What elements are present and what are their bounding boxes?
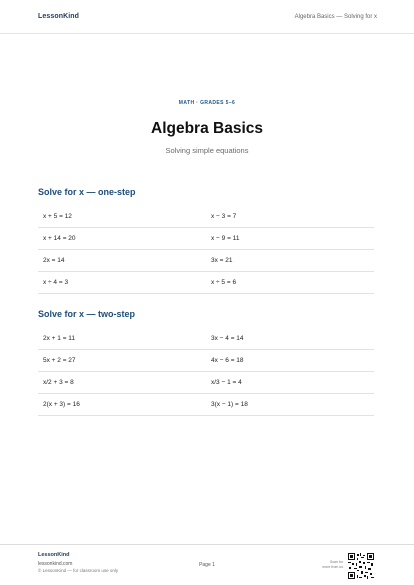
problem-item: x/2 + 3 = 8 — [38, 372, 206, 394]
problem-item: x ÷ 5 = 6 — [206, 272, 374, 294]
problem-item: x + 14 = 20 — [38, 228, 206, 250]
subject-kicker: MATH · GRADES 5–6 — [178, 100, 236, 106]
problem-item: 2x = 14 — [38, 250, 206, 272]
problem-item: 2x + 1 = 11 — [38, 328, 206, 350]
section-one-step — [38, 183, 374, 294]
problem-item: 3(x − 1) = 18 — [206, 394, 374, 416]
problem-grid — [38, 206, 374, 294]
page-title: Algebra Basics — [151, 120, 263, 137]
section-title: Solve for x — one-step — [38, 187, 136, 197]
page-footer — [0, 544, 414, 585]
problem-item: x ÷ 4 = 3 — [38, 272, 206, 294]
footer-brand: LessonKind — [38, 552, 70, 558]
qr-caption-line: more from us — [322, 564, 343, 569]
brand-logo-text[interactable]: LessonKind — [38, 13, 80, 20]
header-doc-label: Algebra Basics — Solving for x — [294, 13, 377, 20]
problem-grid — [38, 328, 374, 416]
qr-caption — [307, 560, 343, 569]
footer-copyright: © LessonKind — for classroom use only — [38, 568, 119, 573]
section-two-step — [38, 305, 374, 416]
section-title: Solve for x — two-step — [38, 309, 136, 319]
problem-item: 3x − 4 = 14 — [206, 328, 374, 350]
page-header — [0, 0, 414, 34]
footer-site-link[interactable]: lessonkind.com — [38, 561, 73, 567]
problem-item: 3x = 21 — [206, 250, 374, 272]
problem-item: 4x − 6 = 18 — [206, 350, 374, 372]
problem-item: 5x + 2 = 27 — [38, 350, 206, 372]
problem-item: x/3 − 1 = 4 — [206, 372, 374, 394]
problem-item: x − 3 = 7 — [206, 206, 374, 228]
page-subtitle: Solving simple equations — [165, 146, 249, 155]
qr-code-icon[interactable] — [348, 553, 374, 579]
problem-item: 2(x + 3) = 16 — [38, 394, 206, 416]
qr-caption-line: Scan for — [329, 560, 343, 564]
problem-item: x − 9 = 11 — [206, 228, 374, 250]
problem-item: x + 5 = 12 — [38, 206, 206, 228]
page-number: Page 1 — [199, 562, 215, 568]
